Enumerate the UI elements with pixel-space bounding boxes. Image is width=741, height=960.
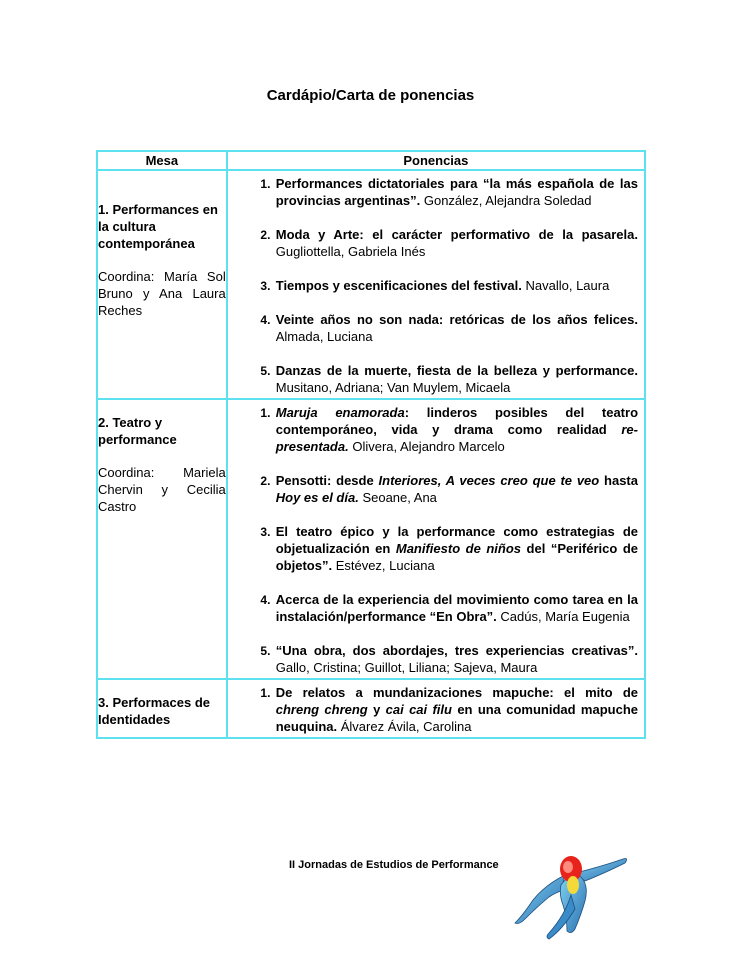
ponencia-title-segment: Performances dictatoriales para “la más española de las provincias argentinas”. [275,176,638,208]
ponencia-authors: Almada, Luciana [275,329,373,344]
footer-text: II Jornadas de Estudios de Performance [289,859,499,871]
mesa-cell [97,170,227,399]
ponencias-list [228,400,644,676]
ponencia-title-segment: Maruja enamorada [275,405,405,420]
ponencia-title-segment: Tiempos y escenificaciones del festival. [275,278,522,293]
ponencia-authors: Seoane, Ana [358,490,437,505]
ponencia-title-segment: y [367,702,386,717]
mesa-coordinators: Coordina: Mariela Chervin y Cecilia Castro [98,465,226,514]
ponencia-title-segment: re-presentada. [275,422,638,454]
ponencias-list [228,171,644,396]
table-row [97,170,645,399]
ponencia-authors: Navallo, Laura [521,278,610,293]
mesa-title: 2. Teatro y performance [98,415,177,447]
ponencia-item [274,362,638,396]
ponencias-table [96,150,646,739]
ponencia-title-segment: Acerca de la experiencia del movimiento como tarea en la instalación/performance “En Obra”. [275,592,638,624]
ponencia-item [274,311,638,345]
mesa-cell [97,679,227,738]
ponencia-item [274,175,638,209]
ponencia-title-segment: cai cai filu [385,702,452,717]
ponencia-title-segment: en una comunidad mapuche neuquina. [275,702,639,734]
ponencia-title-segment: Danzas de la muerte, fiesta de la belleza y performance. [275,363,638,378]
ponencias-cell [227,170,645,399]
ponencias-cell [227,399,645,679]
ponencia-title-segment: hasta [599,473,638,488]
mesa-title: 1. Performances en la cultura contemporánea [98,202,218,251]
ponencia-title-segment: : linderos posibles del teatro contemporáneo, vida y drama como realidad [275,405,639,437]
ponencia-authors: Cadús, María Eugenia [496,609,630,624]
ponencia-item [274,591,638,625]
ponencia-item [274,404,638,455]
header-ponencias: Ponencias [227,151,645,170]
ponencia-item [274,277,638,294]
ponencia-title-segment: Veinte años no son nada: retóricas de los años felices. [275,312,638,327]
ponencias-cell [227,679,645,738]
ponencia-title-segment: El teatro épico y la performance como estrategias de objetualización en [275,524,638,556]
ponencia-authors: Álvarez Ávila, Carolina [337,719,472,734]
ponencia-title-segment: “Una obra, dos abordajes, tres experiencias creativas”. [275,643,638,658]
ponencia-title-segment: del “Periférico de objetos”. [275,541,639,573]
ponencia-title-segment: chreng chreng [275,702,368,717]
ponencia-authors: Gugliottella, Gabriela Inés [275,244,426,259]
mesa-cell [97,399,227,679]
mesa-coordinators: Coordina: María Sol Bruno y Ana Laura Reches [98,269,226,318]
table-row [97,399,645,679]
ponencia-item [274,472,638,506]
ponencias-list [228,680,644,735]
ponencia-item [274,684,638,735]
ponencia-title-segment: Pensotti: desde [275,473,379,488]
ponencia-item [274,226,638,260]
table-row [97,679,645,738]
ponencia-authors: González, Alejandra Soledad [420,193,592,208]
flying-figure-logo-icon [505,845,635,940]
ponencia-title-segment: Moda y Arte: el carácter performativo de la pasarela. [275,227,638,242]
ponencia-item [274,642,638,676]
table-header-row [97,151,645,170]
ponencia-title-segment: Hoy es el día. [275,490,359,505]
ponencia-authors: Musitano, Adriana; Van Muylem, Micaela [275,380,511,395]
ponencia-authors: Estévez, Luciana [332,558,435,573]
ponencia-title-segment: Interiores, A veces creo que te veo [378,473,600,488]
header-mesa: Mesa [97,151,227,170]
mesa-title: 3. Performaces de Identidades [98,695,211,727]
ponencia-item [274,523,638,574]
ponencia-title-segment: Manifiesto de niños [395,541,522,556]
page-title: Cardápio/Carta de ponencias [266,87,475,104]
ponencia-title-segment: De relatos a mundanizaciones mapuche: el mito de [275,685,638,700]
ponencia-authors: Gallo, Cristina; Guillot, Liliana; Sajeva, Maura [275,660,538,675]
ponencia-authors: Olivera, Alejandro Marcelo [348,439,505,454]
